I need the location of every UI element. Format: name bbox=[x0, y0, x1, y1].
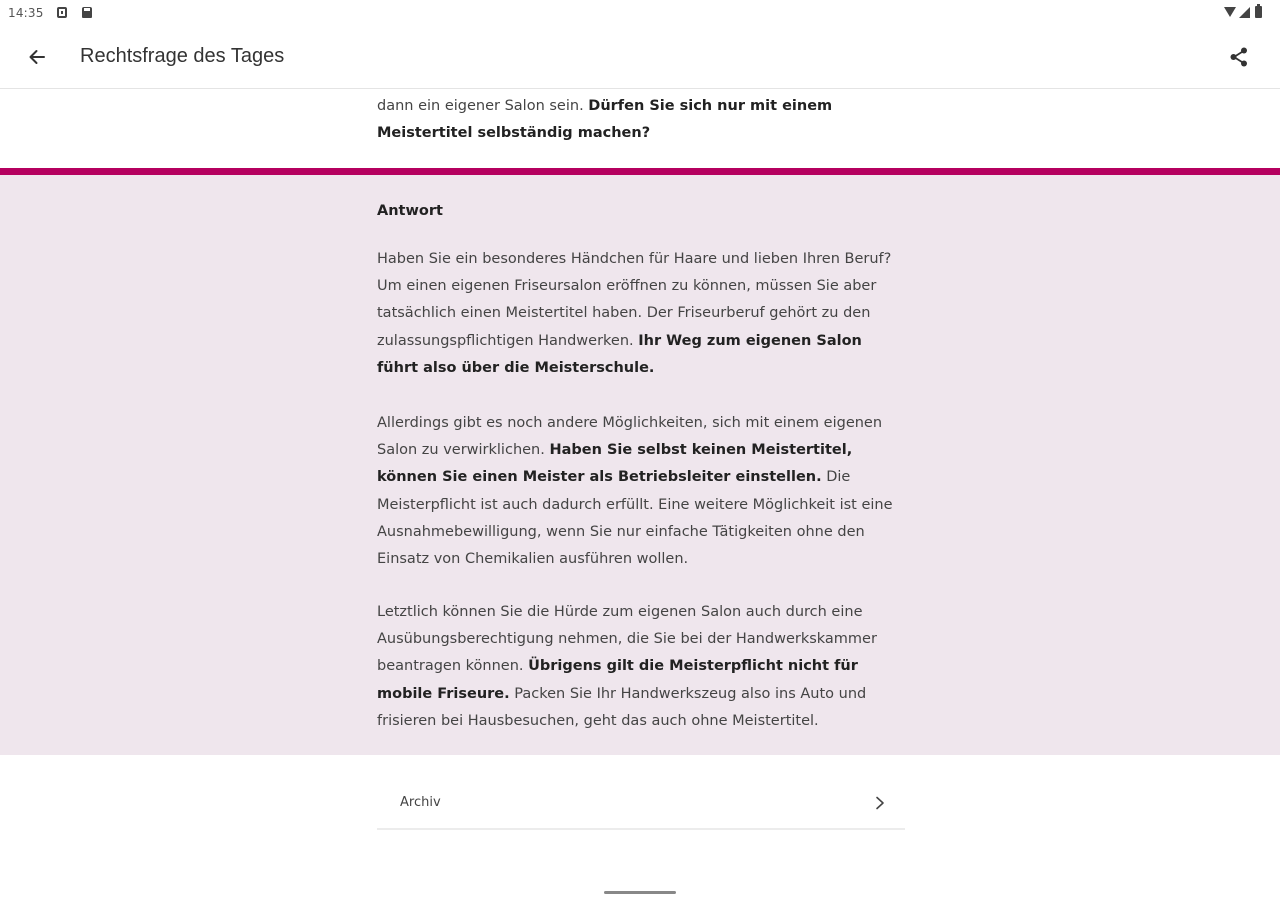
status-bar bbox=[0, 0, 1280, 26]
answer-p2-text: Allerdings gibt es noch andere Möglichkeiten, sich mit einem eigenen Salon zu verwirklichen. bbox=[377, 415, 883, 459]
answer-paragraph-2 bbox=[377, 410, 907, 573]
answer-p2-bold: Haben Sie selbst keinen Meistertitel, können Sie einen Meister als Betriebsleiter einstellen. bbox=[377, 442, 853, 486]
chevron-right-icon bbox=[873, 796, 887, 810]
answer-p3-text: Letztlich können Sie die Hürde zum eigenen Salon auch durch eine Ausübungsberechtigung nehmen, die Sie bei der Handwerkskammer beantragen können. bbox=[377, 604, 877, 675]
answer-p3-bold: Übrigens gilt die Meisterpflicht nicht für mobile Friseure. bbox=[377, 658, 858, 702]
question-text-normal: dann ein eigener Salon sein. bbox=[377, 98, 589, 114]
back-button[interactable] bbox=[20, 40, 54, 74]
status-time: 14:35 bbox=[8, 6, 44, 20]
battery-icon bbox=[1255, 6, 1262, 18]
share-icon bbox=[1228, 46, 1250, 68]
notification-icon bbox=[57, 7, 67, 18]
page-title: Rechtsfrage des Tages bbox=[80, 45, 285, 67]
app-bar bbox=[0, 26, 1280, 89]
answer-paragraph-1 bbox=[377, 246, 907, 382]
answer-heading: Antwort bbox=[377, 203, 443, 219]
status-indicators bbox=[1224, 6, 1274, 20]
answer-p1-bold: Ihr Weg zum eigenen Salon führt also über die Meisterschule. bbox=[377, 332, 862, 376]
navigation-handle[interactable] bbox=[604, 891, 676, 894]
archive-label: Archiv bbox=[400, 795, 441, 810]
signal-icon bbox=[1239, 7, 1250, 18]
answer-p1-text: Haben Sie ein besonderes Händchen für Haare und lieben Ihren Beruf? Um einen eigenen Friseursalon eröffnen zu können, müssen Sie aber tatsächlich einen Meistertitel haben. Der Friseurberuf gehört zu den zulassungspflichtigen Handwerken. bbox=[377, 251, 892, 349]
question-text bbox=[377, 93, 907, 147]
accent-divider bbox=[0, 168, 1280, 175]
wifi-icon bbox=[1224, 7, 1236, 17]
answer-paragraph-3 bbox=[377, 599, 907, 735]
share-button[interactable] bbox=[1222, 40, 1256, 74]
answer-p3-text-end: Packen Sie Ihr Handwerkszeug also ins Auto und frisieren bei Hausbesuchen, geht das auch ohne Meistertitel. bbox=[377, 685, 867, 729]
arrow-left-icon bbox=[27, 47, 47, 67]
question-text-bold: Dürfen Sie sich nur mit einem Meistertitel selbständig machen? bbox=[377, 98, 833, 141]
archive-link[interactable] bbox=[377, 778, 905, 830]
answer-p2-text-end: Die Meisterpflicht ist auch dadurch erfüllt. Eine weitere Möglichkeit ist eine Ausnahmebewilligung, wenn Sie nur einfache Tätigkeiten ohne den Einsatz von Chemikalien ausführen wollen. bbox=[377, 469, 893, 568]
sd-card-icon bbox=[82, 7, 92, 18]
